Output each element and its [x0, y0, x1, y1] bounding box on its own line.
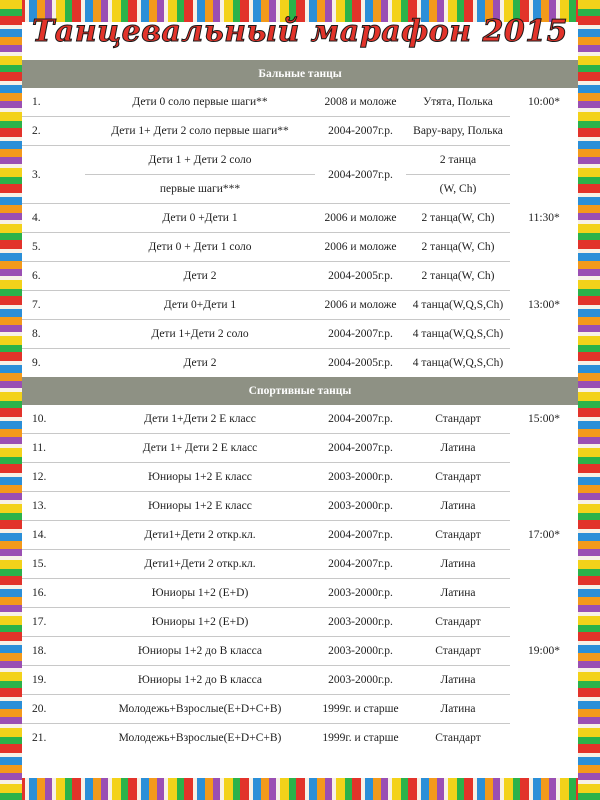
birth-years: 2003-2000г.р.	[315, 608, 406, 637]
birth-years: 2004-2005г.р.	[328, 357, 393, 369]
category-name: Юниоры 1+2 Е класс	[85, 492, 315, 521]
row-number: 6.	[22, 262, 85, 291]
table-row	[22, 262, 578, 291]
dance-program	[406, 146, 510, 204]
dance-program: 2 танца(W, Ch)	[406, 262, 510, 291]
row-number: 2.	[22, 117, 85, 146]
dance-program: Латина	[406, 695, 510, 724]
table-row	[22, 146, 578, 204]
birth-years: 2003-2000г.р.	[315, 666, 406, 695]
table-row	[22, 88, 578, 117]
category-name: Юниоры 1+2 (E+D)	[85, 608, 315, 637]
dance-program: Утята, Полька	[406, 88, 510, 117]
category-name: Дети 0 +Дети 1	[85, 204, 315, 233]
dance-program: Стандарт	[406, 405, 510, 434]
section-title: Бальные танцы	[22, 60, 578, 88]
category-name: Дети1+Дети 2 откр.кл.	[85, 521, 315, 550]
dance-program: Латина	[406, 666, 510, 695]
table-row	[22, 695, 578, 724]
category-name: Дети 1+ Дети 2 соло первые шаги**	[85, 117, 315, 146]
category-name: Юниоры 1+2 до В класса	[85, 666, 315, 695]
table-row	[22, 233, 578, 262]
category-name: Юниоры 1+2 до В класса	[85, 637, 315, 666]
row-number: 14.	[22, 521, 85, 550]
dance-program: Стандарт	[435, 732, 481, 744]
table-row	[22, 608, 578, 637]
category-name: Дети 2	[85, 262, 315, 291]
row-number: 21.	[32, 732, 47, 744]
table-row	[22, 724, 578, 753]
birth-years: 2004-2007г.р.	[315, 434, 406, 463]
dance-program: 4 танца(W,Q,S,Ch)	[406, 320, 510, 349]
category-name-line: Дети 1 + Дети 2 соло	[148, 154, 252, 166]
decorative-border-bottom	[0, 778, 600, 800]
schedule-table	[22, 60, 578, 752]
table-row	[22, 637, 578, 666]
table-row	[22, 463, 578, 492]
row-number: 20.	[22, 695, 85, 724]
page-title: Танцевальный марафон 2015	[31, 14, 569, 49]
row-number: 12.	[22, 463, 85, 492]
dance-program: Стандарт	[406, 637, 510, 666]
row-number: 7.	[22, 291, 85, 320]
dance-program-line: 2 танца	[439, 154, 477, 166]
table-row	[22, 579, 578, 608]
start-time: 19:00*	[528, 644, 560, 657]
birth-years: 2003-2000г.р.	[315, 579, 406, 608]
row-number: 16.	[22, 579, 85, 608]
table-row	[22, 434, 578, 463]
start-time: 15:00*	[528, 413, 560, 425]
table-row	[22, 291, 578, 320]
row-number: 15.	[22, 550, 85, 579]
row-number: 9.	[32, 357, 41, 369]
birth-years: 2004-2007г.р.	[315, 405, 406, 434]
row-number: 19.	[22, 666, 85, 695]
birth-years: 2004-2007г.р.	[315, 320, 406, 349]
table-row	[22, 521, 578, 550]
table-row	[22, 405, 578, 434]
birth-years: 2004-2005г.р.	[315, 262, 406, 291]
category-name: Дети 1+Дети 2 Е класс	[85, 405, 315, 434]
category-name	[85, 146, 315, 204]
row-number: 11.	[22, 434, 85, 463]
category-name: Дети1+Дети 2 откр.кл.	[85, 550, 315, 579]
birth-years: 1999г. и старше	[315, 695, 406, 724]
birth-years: 2003-2000г.р.	[315, 637, 406, 666]
dance-program-line: (W, Ch)	[406, 174, 510, 203]
birth-years: 2008 и моложе	[315, 88, 406, 117]
dance-program: Латина	[406, 550, 510, 579]
row-number: 1.	[22, 88, 85, 117]
dance-program: Латина	[406, 492, 510, 521]
category-name: Дети 0+Дети 1	[85, 291, 315, 320]
row-number: 13.	[22, 492, 85, 521]
section-header-ballroom	[22, 60, 578, 88]
category-name: Дети 0 соло первые шаги**	[85, 88, 315, 117]
birth-years: 2003-2000г.р.	[315, 492, 406, 521]
category-name: Юниоры 1+2 Е класс	[85, 463, 315, 492]
dance-program: Стандарт	[406, 463, 510, 492]
birth-years: 1999г. и старше	[322, 732, 399, 744]
birth-years: 2006 и моложе	[315, 291, 406, 320]
table-row	[22, 666, 578, 695]
start-time: 11:30*	[528, 211, 560, 224]
dance-program: 2 танца(W, Ch)	[406, 233, 510, 262]
category-name: Дети 1+Дети 2 соло	[85, 320, 315, 349]
birth-years: 2004-2007г.р.	[315, 521, 406, 550]
birth-years: 2004-2007г.р.	[315, 550, 406, 579]
dance-program: Стандарт	[406, 521, 510, 550]
decorative-border-right	[578, 0, 600, 800]
birth-years: 2004-2007г.р.	[315, 146, 406, 204]
start-time: 13:00*	[528, 298, 560, 311]
table-row	[22, 320, 578, 349]
table-row	[22, 117, 578, 146]
birth-years: 2006 и моложе	[315, 233, 406, 262]
schedule-sheet	[22, 60, 578, 778]
section-header-sport	[22, 377, 578, 405]
section-title: Спортивные танцы	[22, 377, 578, 405]
dance-program: Вару-вару, Полька	[406, 117, 510, 146]
row-number: 8.	[22, 320, 85, 349]
table-row	[22, 349, 578, 378]
dance-program: 4 танца(W,Q,S,Ch)	[412, 357, 504, 369]
dance-program: 2 танца(W, Ch)	[406, 204, 510, 233]
row-number: 5.	[22, 233, 85, 262]
dance-program: Латина	[406, 579, 510, 608]
category-name: Дети 2	[183, 357, 217, 369]
dance-program: Латина	[406, 434, 510, 463]
table-row	[22, 550, 578, 579]
row-number: 10.	[22, 405, 85, 434]
start-time: 10:00*	[528, 96, 560, 108]
row-number: 4.	[22, 204, 85, 233]
dance-program: 4 танца(W,Q,S,Ch)	[406, 291, 510, 320]
category-name-line: первые шаги***	[85, 174, 315, 203]
birth-years: 2006 и моложе	[315, 204, 406, 233]
category-name: Молодежь+Взрослые(E+D+C+B)	[118, 732, 282, 744]
category-name: Молодежь+Взрослые(E+D+C+B)	[85, 695, 315, 724]
table-row	[22, 204, 578, 233]
row-number: 3.	[22, 146, 85, 204]
category-name: Юниоры 1+2 (E+D)	[85, 579, 315, 608]
table-row	[22, 492, 578, 521]
category-name: Дети 1+ Дети 2 Е класс	[85, 434, 315, 463]
start-time: 17:00*	[528, 528, 560, 541]
row-number: 17.	[22, 608, 85, 637]
row-number: 18.	[22, 637, 85, 666]
category-name: Дети 0 + Дети 1 соло	[85, 233, 315, 262]
birth-years: 2004-2007г.р.	[315, 117, 406, 146]
birth-years: 2003-2000г.р.	[315, 463, 406, 492]
decorative-border-left	[0, 0, 22, 800]
dance-program: Стандарт	[406, 608, 510, 637]
